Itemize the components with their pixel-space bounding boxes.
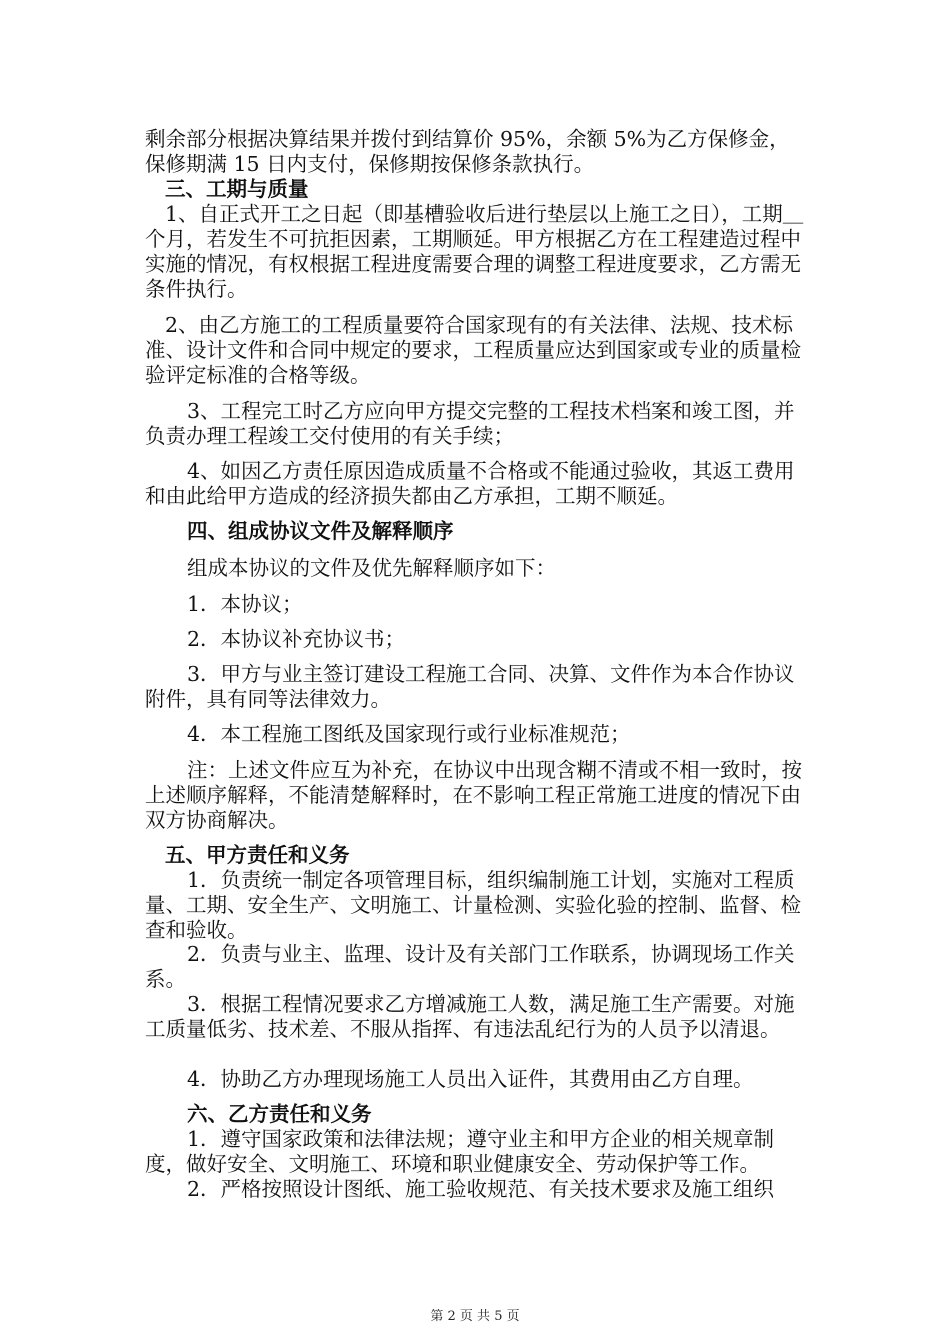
paragraph-docs-1: 1．本协议； xyxy=(187,592,303,616)
heading-party-a-duties: 五、甲方责任和义务 xyxy=(165,843,350,867)
paragraph-docs-note: 注：上述文件应互为补充，在协议中出现含糊不清或不相一致时，按上述顺序解释，不能清楚解释时，在不影响工程正常施工进度的情况下由双方协商解决。 xyxy=(145,758,802,832)
paragraph-docs-3: 3．甲方与业主签订建设工程施工合同、决算、文件作为本合作协议附件，具有同等法律效力。 xyxy=(145,662,795,711)
paragraph-schedule-1: 1、自正式开工之日起（即基槽验收后进行垫层以上施工之日），工期＿个月，若发生不可抗拒因素，工期顺延。甲方根据乙方在工程建造过程中实施的情况，有权根据工程进度需要合理的调整工程进度要求，乙方需无条件执行。 xyxy=(145,202,804,301)
paragraph-party-a-1: 1．负责统一制定各项管理目标，组织编制施工计划，实施对工程质量、工期、安全生产、文明施工、计量检测、实验化验的控制、监督、检查和验收。 xyxy=(145,868,801,942)
paragraph-docs-4: 4．本工程施工图纸及国家现行或行业标准规范； xyxy=(187,722,631,746)
paragraph-docs-intro: 组成本协议的文件及优先解释顺序如下： xyxy=(187,556,556,580)
heading-party-b-duties: 六、乙方责任和义务 xyxy=(187,1102,372,1126)
paragraph-party-b-1: 1．遵守国家政策和法律法规；遵守业主和甲方企业的相关规章制度，做好安全、文明施工、环境和职业健康安全、劳动保护等工作。 xyxy=(145,1127,775,1176)
paragraph-party-a-2: 2．负责与业主、监理、设计及有关部门工作联系，协调现场工作关系。 xyxy=(145,942,795,991)
paragraph-docs-2: 2．本协议补充协议书； xyxy=(187,627,406,651)
paragraph-party-b-2: 2．严格按照设计图纸、施工验收规范、有关技术要求及施工组织 xyxy=(187,1177,775,1201)
heading-schedule-quality: 三、工期与质量 xyxy=(165,177,309,201)
heading-agreement-documents: 四、组成协议文件及解释顺序 xyxy=(187,519,454,543)
page-number-footer: 第 2 页 共 5 页 xyxy=(430,1309,520,1324)
paragraph-schedule-3: 3、工程完工时乙方应向甲方提交完整的工程技术档案和竣工图，并负责办理工程竣工交付使用的有关手续； xyxy=(145,399,795,448)
paragraph-schedule-4: 4、如因乙方责任原因造成质量不合格或不能通过验收，其返工费用和由此给甲方造成的经济损失都由乙方承担，工期不顺延。 xyxy=(145,459,795,508)
paragraph-payment-remainder: 剩余部分根据决算结果并拨付到结算价 95%，余额 5%为乙方保修金，保修期满 15 日内支付，保修期按保修条款执行。 xyxy=(145,127,790,176)
paragraph-party-a-4: 4．协助乙方办理现场施工人员出入证件，其费用由乙方自理。 xyxy=(187,1067,754,1091)
paragraph-schedule-2: 2、由乙方施工的工程质量要符合国家现有的有关法律、法规、技术标准、设计文件和合同中规定的要求，工程质量应达到国家或专业的质量检验评定标准的合格等级。 xyxy=(145,313,801,387)
paragraph-party-a-3: 3．根据工程情况要求乙方增减施工人数，满足施工生产需要。对施工质量低劣、技术差、不服从指挥、有违法乱纪行为的人员予以清退。 xyxy=(145,992,795,1041)
